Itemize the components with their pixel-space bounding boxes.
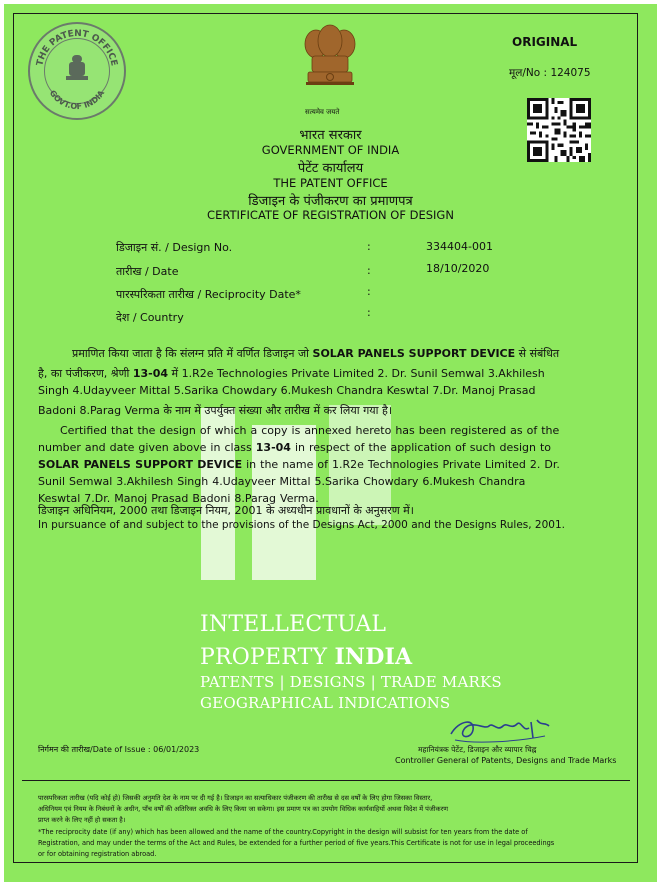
field-value-design-no: 334404-001 [426,240,493,253]
svg-text:GOVT.OF INDIA: GOVT.OF INDIA [47,88,107,112]
watermark-property-india: PROPERTY INDIA [200,644,413,670]
svg-text:THE PATENT OFFICE: THE PATENT OFFICE [35,28,119,67]
controller-signature [445,712,555,748]
act-reference-english: In pursuance of and subject to the provisions of the Designs Act, 2000 and the Designs Rules, 2001. [38,519,565,531]
signatory-hindi: महानियंत्रक पेटेंट, डिजाइन और व्यापार चिह्न [418,745,537,754]
title-patent-office: THE PATENT OFFICE [273,176,388,190]
serial-label: मूल/No : 124075 [509,67,591,79]
signatory-english: Controller General of Patents, Designs and Trade Marks [395,756,617,765]
field-label-reciprocity-date: पारस्परिकता तारीख / Reciprocity Date* [116,288,301,301]
certification-hindi: प्रमाणित किया जाता है कि संलग्न प्रति में वर्णित डिजाइन जो SOLAR PANELS SUPPORT DEVICE से संबंधित है, का पंजीकरण, श्रेणी 13-04 में 1.R2e Technologies Private Limited 2. Dr. Sunil Semwal 3.Akhilesh Singh 4.Udayveer Mittal 5.Sarika Chowdary 6.Mukesh Chandra Keswtal 7.Dr. Manoj Prasad Badoni 8.Parag Verma के नाम में उपर्युक्त संख्या और तारीख में कर लिया गया है। [38,347,560,417]
footer-separator [22,780,630,781]
title-certificate: CERTIFICATE OF REGISTRATION OF DESIGN [207,208,454,222]
serial-number: 124075 [550,67,591,79]
national-emblem-icon [296,22,364,104]
title-hindi-office: पेटेंट कार्यालय [297,161,364,176]
watermark-patents-designs: PATENTS | DESIGNS | TRADE MARKS [200,673,502,691]
footer-notes: पारस्परिकता तारीख (यदि कोई हो) जिसकी अनुमति देश के नाम पर दी गई है। डिजाइन का सत्याधिकार पंजीकरण की तारीख से दस वर्षों के लिए होगा जिसका विस्तार, अधिनियम एवं नियम के निबंधनों के अधीन, पाँच वर्षों की अतिरिक्त अवधि के लिए किया जा सकेगा। इस प्रमाण पत्र का उपयोग विधिक कार्यवाहियों अथवा विदेश में पंजीकरण प्राप्त करने के लिए नहीं हो सकता है। *The reciprocity date (if any) which has been allowed and the name of the country.Copyright in the design will subsist for ten years from the date of Registration, and may under the terms of the Act and Rules, be extended for a further period of five years.This Certificate is not for use in legal proceedings or for obtaining registration abroad. [38,794,555,858]
field-label-country: देश / Country [116,311,184,324]
title-hindi-certificate: डिजाइन के पंजीकरण का प्रमाणपत्र [248,194,413,209]
watermark-intellectual: INTELLECTUAL [200,612,387,637]
field-label-design-no: डिजाइन सं. / Design No. [116,241,233,254]
patent-office-seal [28,22,126,120]
field-label-date: तारीख / Date [116,265,179,278]
certification-english: Certified that the design of which a copy is annexed hereto has been registered as of the number and date given above in class 13-04 in respect of the application of such design to SOLAR PANELS SUPPORT DEVICE in the name of 1.R2e Technologies Private Limited 2. Dr. Sunil Semwal 3.Akhilesh Singh 4.Udayveer Mittal 5.Sarika Chowdary 6.Mukesh Chandra Keswtal 7.Dr. Manoj Prasad Badoni 8.Parag Verma. [38,424,560,505]
watermark-geographical: GEOGRAPHICAL INDICATIONS [200,694,451,712]
issue-date: निर्गमन की तारीख/Date of Issue : 06/01/2023 [38,745,200,754]
emblem-motto: सत्यमेव जयते [305,108,340,116]
field-value-date: 18/10/2020 [426,262,490,275]
seal-lettering [28,22,126,120]
title-government: GOVERNMENT OF INDIA [261,143,400,157]
title-hindi-govt: भारत सरकार [299,128,362,143]
act-reference-hindi: डिजाइन अधिनियम, 2000 तथा डिजाइन नियम, 2001 के अध्यधीन प्रावधानों के अनुसरण में। [38,504,414,517]
original-label: ORIGINAL [512,35,578,49]
issue-date-value: 06/01/2023 [153,745,200,754]
